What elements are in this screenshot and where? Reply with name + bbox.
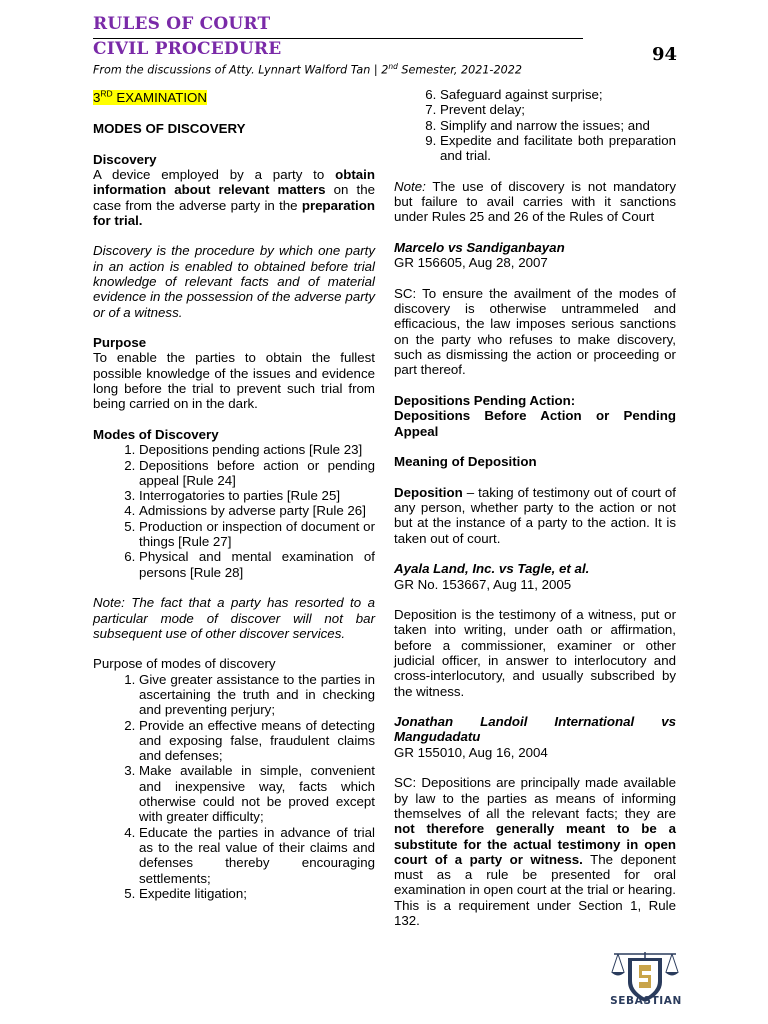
list-item: 3. Make available in simple, convenient and inexpensive way, facts which otherwise could not be proved except with greater difficulty; — [139, 763, 375, 824]
case-sc-marcelo: SC: To ensure the availment of the modes of discovery is otherwise untrammeled and efficacious, the law imposes serious sanctions on the party who refuses to make discovery, such as dismissing the action or proceeding or part thereof. — [394, 285, 676, 378]
discovery-heading: Discovery — [93, 151, 157, 167]
modes-list — [93, 442, 375, 580]
discovery-italic-text: Discovery is the procedure by which one party in an action is enabled to obtained before trial knowledge of relevant facts and of material evidence in the possession of the adverse party or of a witness. — [93, 243, 375, 320]
list-item: 6. Safeguard against surprise; — [440, 87, 676, 102]
page-number: 94 — [652, 44, 678, 65]
case-text-ayala: Deposition is the testimony of a witness, put or taken into writing, under oath or affirmation, before a commissioner, examiner or other judicial officer, in answer to interlocutory and cross-interlocutory, and usually subscribed by the witness. — [394, 607, 676, 699]
discovery-definition — [93, 167, 375, 228]
case-sc-jonathan-run: not therefore generally meant to be a substitute for the actual testimony in open court of a party or witness. — [394, 821, 676, 867]
list-item: 5. Expedite litigation; — [139, 886, 375, 901]
depositions-pending-heading: Depositions Pending Action: — [394, 392, 576, 408]
modes-list-heading: Modes of Discovery — [93, 426, 219, 442]
case-title-ayala: Ayala Land, Inc. vs Tagle, et al. — [394, 561, 590, 577]
list-item: 5. Production or inspection of document or things [Rule 27] — [139, 519, 375, 550]
header-title-civil-procedure: CIVIL PROCEDURE — [93, 39, 282, 59]
note-sanctions: Note: The use of discovery is not mandatory but failure to avail carries with it sanctions under Rules 25 and 26 of the Rules of Court — [394, 178, 676, 225]
case-cite-jonathan: GR 155010, Aug 16, 2004 — [394, 744, 548, 760]
depositions-before-heading: Depositions Before Action or Pending Appeal — [394, 408, 676, 439]
case-title-marcelo: Marcelo vs Sandiganbayan — [394, 239, 565, 255]
list-item: 4. Admissions by adverse party [Rule 26] — [139, 503, 375, 518]
purpose-modes-list — [93, 672, 375, 901]
purpose-text: To enable the parties to obtain the fullest possible knowledge of the issues and evidence long before the trial to prevent such trial from being carried on in the dark. — [93, 350, 375, 412]
list-item: 2. Depositions before action or pending appeal [Rule 24] — [139, 458, 375, 489]
discovery-definition-run: A device employed by a party to — [93, 166, 336, 182]
left-column — [93, 87, 375, 916]
discovery-definition-run: obtain information about relevant matters — [93, 166, 375, 198]
list-item: 1. Give greater assistance to the parties in ascertaining the truth and in checking and preventing perjury; — [139, 672, 375, 718]
header-subtitle: From the discussions of Atty. Lynnart Walford Tan | 2nd Semester, 2021-2022 — [93, 62, 522, 77]
case-sc-jonathan-run: SC: Depositions are principally made available by law to the parties as means of informing themselves of all the relevant facts; they are — [394, 775, 676, 821]
case-cite-ayala: GR No. 153667, Aug 11, 2005 — [394, 576, 572, 592]
modes-of-discovery-heading: MODES OF DISCOVERY — [93, 121, 246, 137]
purpose-modes-list-continued — [394, 87, 676, 163]
purpose-heading: Purpose — [93, 335, 147, 351]
list-item: 8. Simplify and narrow the issues; and — [440, 118, 676, 133]
logo-text: SEBASTIAN — [610, 995, 682, 1007]
meaning-of-deposition-heading: Meaning of Deposition — [394, 454, 537, 470]
header-title-rules-of-court: RULES OF COURT — [93, 14, 271, 34]
list-item: 7. Prevent delay; — [440, 102, 676, 117]
list-item: 2. Provide an effective means of detecting and exposing false, fraudulent claims and defenses; — [139, 718, 375, 764]
right-column — [394, 87, 676, 944]
list-item: 6. Physical and mental examination of persons [Rule 28] — [139, 549, 375, 580]
list-item: 4. Educate the parties in advance of trial as to the real value of their claims and defenses thereby encouraging settlements; — [139, 825, 375, 886]
list-item: 9. Expedite and facilitate both preparation and trial. — [440, 133, 676, 164]
discovery-definition-run: preparation for trial. — [93, 197, 375, 228]
list-item: 3. Interrogatories to parties [Rule 25] — [139, 488, 375, 503]
list-item: 1. Depositions pending actions [Rule 23] — [139, 442, 375, 457]
deposition-definition: Deposition – taking of testimony out of court of any person, whether party to the action or not but at the instance of a party to the action. It is taken out of court. — [394, 484, 676, 546]
case-title-jonathan: Jonathan Landoil International vs Mangudadatu — [394, 714, 676, 745]
case-sc-jonathan-run: The deponent must as a rule be presented for oral examination in open court at the trial or hearing. This is a requirement under Section 1, Rule 132. — [394, 851, 676, 929]
exam-label: 3RD EXAMINATION — [93, 89, 208, 106]
case-sc-jonathan — [394, 775, 676, 928]
case-cite-marcelo: GR 156605, Aug 28, 2007 — [394, 255, 548, 271]
purpose-modes-heading: Purpose of modes of discovery — [93, 656, 276, 672]
discovery-definition-run: on the case from the adverse party in the — [93, 182, 375, 213]
note-italic: Note: The fact that a party has resorted to a particular mode of discover will not bar subsequent use of other discover services. — [93, 595, 375, 641]
